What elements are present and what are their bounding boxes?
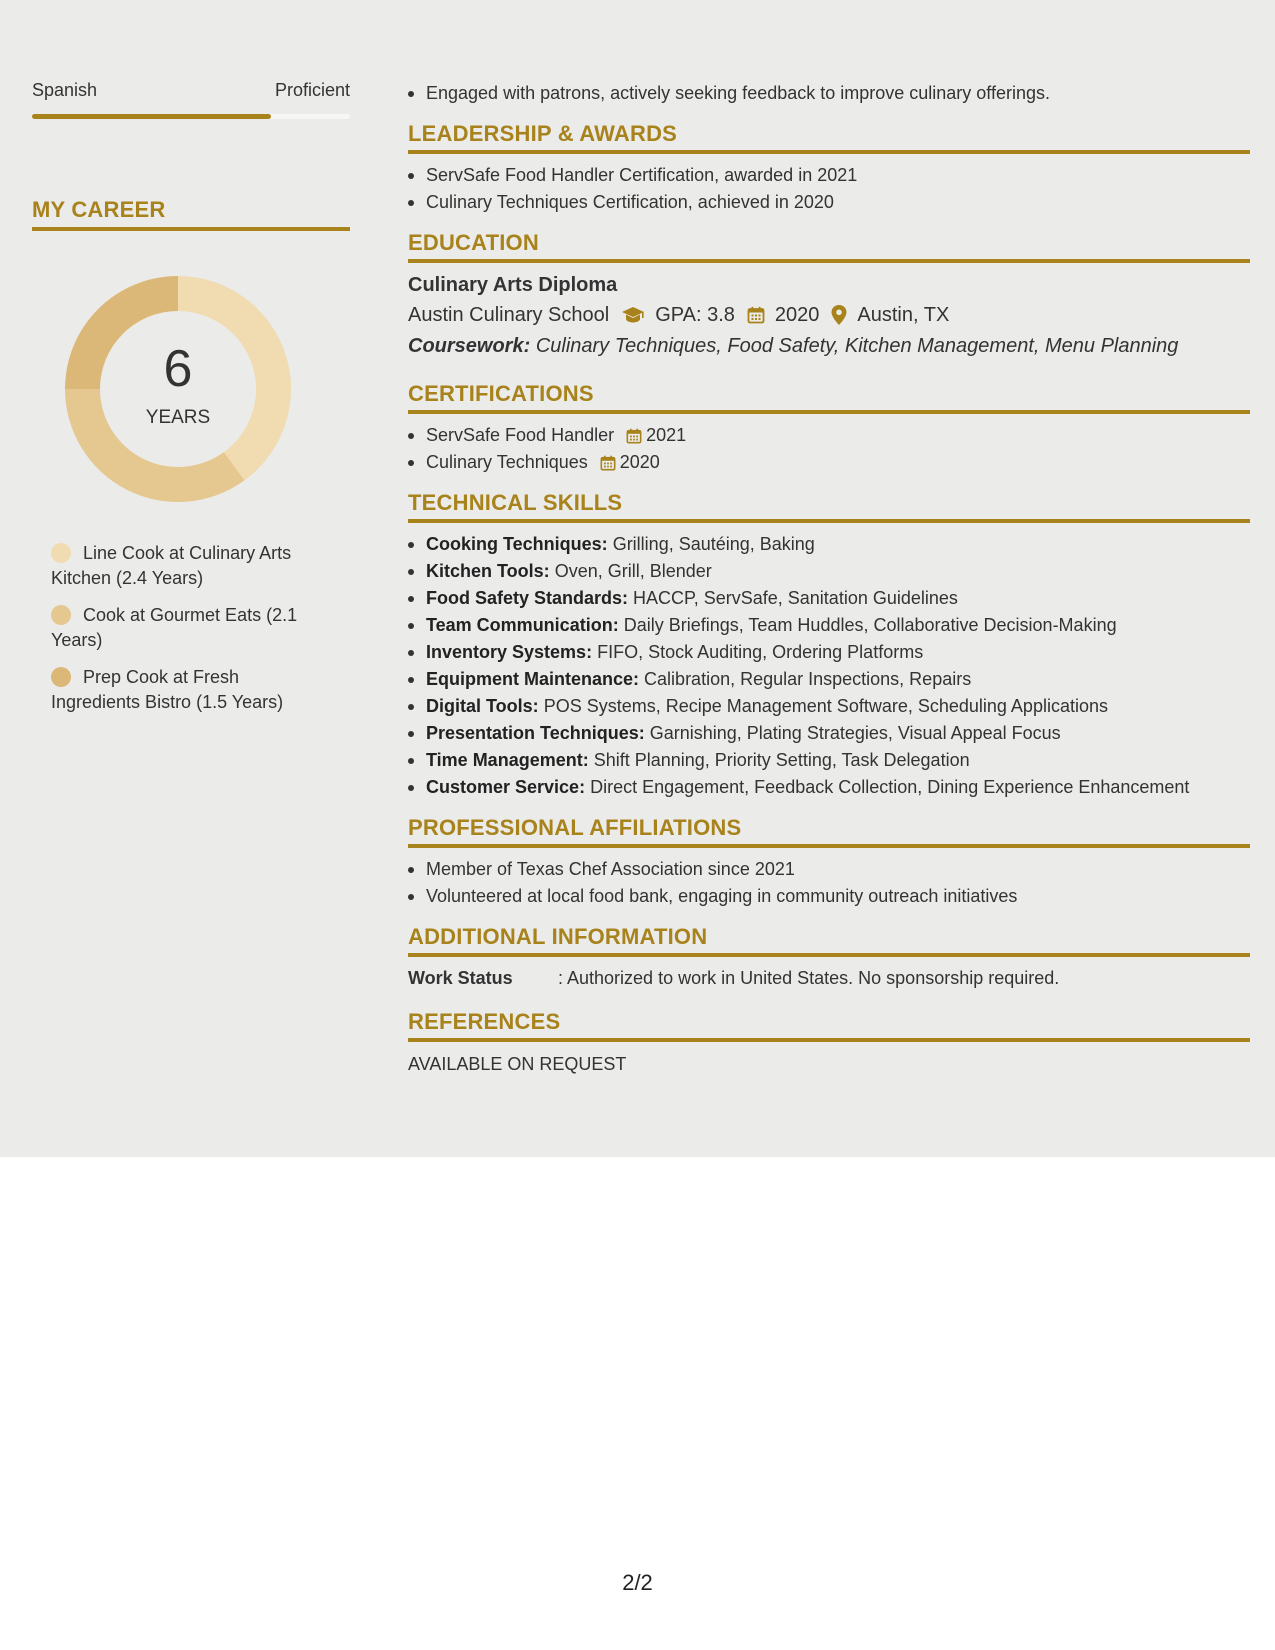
education-school: Austin Culinary School (408, 304, 610, 326)
skill-item (408, 612, 1250, 639)
skill-item (408, 531, 1250, 558)
education-section-title: EDUCATION (408, 230, 1250, 263)
affiliations-list (408, 856, 1250, 910)
map-pin-icon (831, 305, 847, 325)
skill-label: Presentation Techniques: (426, 723, 645, 743)
skill-value: Shift Planning, Priority Setting, Task Delegation (593, 750, 970, 770)
coursework-label: Coursework: (408, 335, 531, 357)
skill-item (408, 720, 1250, 747)
leadership-section-title: LEADERSHIP & AWARDS (408, 121, 1250, 154)
main-content (408, 80, 1250, 1075)
certifications-list (408, 422, 1250, 476)
skill-item (408, 558, 1250, 585)
skill-label: Food Safety Standards: (426, 588, 629, 608)
skill-label: Customer Service: (426, 777, 586, 797)
legend-item (51, 541, 312, 591)
calendar-icon (747, 306, 765, 324)
career-donut-chart (62, 273, 294, 505)
education-details (408, 299, 1250, 331)
certifications-section-title: CERTIFICATIONS (408, 381, 1250, 414)
certification-item (408, 449, 1250, 476)
skill-item (408, 666, 1250, 693)
skill-value: Grilling, Sautéing, Baking (612, 534, 815, 554)
skill-label: Digital Tools: (426, 696, 539, 716)
skill-label: Time Management: (426, 750, 589, 770)
graduation-cap-icon (621, 306, 645, 324)
legend-label: Prep Cook at Fresh Ingredients Bistro (1.5 Years) (51, 667, 284, 712)
skill-item (408, 693, 1250, 720)
affiliations-section-title: PROFESSIONAL AFFILIATIONS (408, 815, 1250, 848)
skill-value: Daily Briefings, Team Huddles, Collaborative Decision-Making (623, 615, 1117, 635)
affiliation-item: Member of Texas Chef Association since 2021 (408, 856, 1250, 883)
references-text: AVAILABLE ON REQUEST (408, 1054, 627, 1074)
affiliation-item: Volunteered at local food bank, engaging in community outreach initiatives (408, 883, 1250, 910)
language-name: Spanish (32, 80, 98, 100)
legend-dot (51, 667, 71, 687)
leadership-item: ServSafe Food Handler Certification, awarded in 2021 (408, 162, 1250, 189)
skill-label: Equipment Maintenance: (426, 669, 640, 689)
experience-bullet: Engaged with patrons, actively seeking feedback to improve culinary offerings. (408, 80, 1250, 107)
skill-value: POS Systems, Recipe Management Software, Scheduling Applications (543, 696, 1108, 716)
experience-tail-list (408, 80, 1250, 107)
certification-name: Culinary Techniques (426, 452, 588, 472)
certification-year: 2021 (646, 425, 687, 445)
language-row (32, 80, 350, 104)
language-progress-fill (32, 114, 271, 119)
certification-item (408, 422, 1250, 449)
skills-list (408, 531, 1250, 801)
legend-item (51, 603, 312, 653)
skill-item (408, 639, 1250, 666)
additional-section-title: ADDITIONAL INFORMATION (408, 924, 1250, 957)
skill-label: Inventory Systems: (426, 642, 593, 662)
skill-value: Oven, Grill, Blender (554, 561, 712, 581)
page-number: 2/2 (622, 1570, 653, 1595)
references-section-title: REFERENCES (408, 1009, 1250, 1042)
skill-item (408, 585, 1250, 612)
legend-item (51, 665, 312, 715)
education-coursework (408, 331, 1250, 361)
skill-value: HACCP, ServSafe, Sanitation Guidelines (633, 588, 958, 608)
skills-section-title: TECHNICAL SKILLS (408, 490, 1250, 523)
skill-item (408, 774, 1250, 801)
work-status-row (408, 965, 1250, 991)
skill-value: Calibration, Regular Inspections, Repairs (644, 669, 972, 689)
total-years-number: 6 (163, 340, 193, 398)
education-year: 2020 (774, 304, 820, 326)
language-level: Proficient (274, 80, 350, 100)
skill-item (408, 747, 1250, 774)
skill-label: Team Communication: (426, 615, 619, 635)
certification-name: ServSafe Food Handler (426, 425, 615, 445)
education-location: Austin, TX (857, 304, 950, 326)
skill-value: FIFO, Stock Auditing, Ordering Platforms (597, 642, 924, 662)
work-status-value: : Authorized to work in United States. No sponsorship required. (558, 968, 1060, 988)
education-degree: Culinary Arts Diploma (408, 274, 618, 296)
skill-label: Kitchen Tools: (426, 561, 550, 581)
skill-value: Direct Engagement, Feedback Collection, Dining Experience Enhancement (590, 777, 1190, 797)
legend-label: Line Cook at Culinary Arts Kitchen (2.4 Years) (51, 543, 292, 588)
career-section-title: MY CAREER (32, 197, 350, 231)
calendar-icon (626, 428, 642, 444)
language-progress-bar (32, 114, 350, 119)
education-gpa: GPA: 3.8 (655, 304, 735, 326)
total-years-unit: YEARS (145, 407, 211, 428)
work-status-label: Work Status (408, 968, 513, 988)
leadership-item: Culinary Techniques Certification, achieved in 2020 (408, 189, 1250, 216)
sidebar (32, 80, 350, 727)
certification-year: 2020 (619, 452, 660, 472)
coursework-text: Culinary Techniques, Food Safety, Kitchen Management, Menu Planning (535, 335, 1179, 357)
legend-dot (51, 605, 71, 625)
legend-label: Cook at Gourmet Eats (2.1 Years) (51, 605, 298, 650)
career-legend (32, 541, 312, 715)
legend-dot (51, 543, 71, 563)
skill-label: Cooking Techniques: (426, 534, 608, 554)
skill-value: Garnishing, Plating Strategies, Visual Appeal Focus (649, 723, 1061, 743)
calendar-icon (600, 455, 616, 471)
leadership-list (408, 162, 1250, 216)
